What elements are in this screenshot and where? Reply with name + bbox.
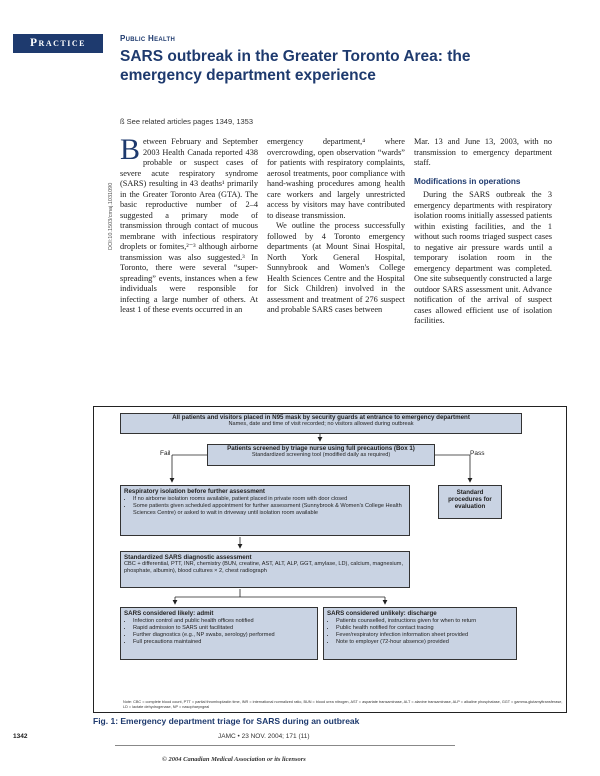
box-title: SARS considered unlikely: discharge: [327, 610, 437, 617]
list-item: • Some patients given scheduled appointment for further assessment (Sunnybrook & Women's College Health Sciences Centre) or asked to wait in driveway until isolation room available: [133, 503, 406, 517]
sars-unlikely-box: [323, 607, 517, 660]
figure-caption: Fig. 1: Emergency department triage for SARS during an outbreak: [93, 716, 360, 726]
body-paragraph: During the SARS outbreak the 3 emergency departments with respiratory isolation rooms initially assessed patients within existing facilities, and the 1 without such rooms triaged suspect cases to negative air pressure wards until a temporary isolation room in the emergency department was completed. One site subsequently constructed a large outdoor SARS assessment unit. Advance notification of the arrival of suspect cases allowed efficient use of isolation facilities.: [414, 190, 552, 325]
fail-label: Fail: [160, 450, 171, 457]
box-subtitle: Standardized screening tool (modified daily as required): [251, 452, 391, 458]
copyright: © 2004 Canadian Medical Association or its licensors: [162, 756, 306, 763]
box-title: Respiratory isolation before further assessment: [124, 488, 265, 495]
list-item: • Full precautions maintained: [133, 639, 314, 646]
list-item: • Infection control and public health offices notified: [133, 618, 314, 625]
list-item: • If no airborne isolation rooms available, patient placed in private room with door closed: [133, 496, 406, 503]
see-also-link[interactable]: ß See related articles pages 1349, 1353: [120, 117, 254, 126]
sars-likely-box: [120, 607, 318, 660]
triage-screen-box: [207, 444, 435, 466]
journal-citation: JAMC • 23 NOV. 2004; 171 (11): [218, 733, 310, 740]
box-title: Standard procedures for evaluation: [448, 489, 492, 510]
article-title: SARS outbreak in the Greater Toronto Area: the emergency department experience: [120, 48, 471, 84]
body-paragraph: Mar. 13 and June 13, 2003, with no transmission to emergency department staff.: [414, 137, 552, 167]
box-title: All patients and visitors placed in N95 mask by security guards at entrance to emergency department: [172, 414, 470, 421]
standard-procedures-box: [438, 485, 502, 519]
footer-rule: [115, 745, 455, 746]
respiratory-isolation-box: [120, 485, 410, 536]
list-item: • Rapid admission to SARS unit facilitated: [133, 625, 314, 632]
box-title: SARS considered likely: admit: [124, 610, 214, 617]
box-title: Patients screened by triage nurse using full precautions (Box 1): [227, 445, 415, 452]
drop-cap: B: [120, 133, 141, 166]
list-item: • Public health notified for contact tracing: [336, 625, 513, 632]
diagnostic-assessment-box: [120, 551, 410, 588]
figure-note: Note: CBC = complete blood count, PTT = partial thromboplastin time, INR = international normalized ratio, BUN = blood urea nitrogen, AST = aspartate transaminase, ALT = alanine transaminase, ALP = alkaline phosphatase, GGT = gamma-glutamyltransferase, LD = lactate dehydrogenase, NP = nasopharyngeal: [123, 700, 563, 709]
box-title: Standardized SARS diagnostic assessment: [124, 554, 252, 561]
section-label: Public Health: [120, 34, 176, 43]
body-paragraph: emergency department,⁴ where overcrowding, open observation “wards” for patients with respiratory complaints, aerosol treatments, poor compliance with hand-washing procedures among health care workers and largely unrestricted access by visitors may have contributed to disease transmission.: [267, 137, 405, 220]
subheading: Modifications in operations: [414, 176, 521, 186]
body-text: etween February and September 2003 Health Canada reported 438 probable or suspect cases of severe acute respiratory syndrome (SARS) resulting in 43 deaths¹ primarily in the Greater Toronto Area (GTA). The basic reproductive number of 2–4 suggested a primary mode of transmission through contact of mucous membrane with infectious respiratory droplets or fomites,²⁻³ although airborne transmission was also suggested.³ In Toronto, there were several “super-spreading” events, instances when a few individuals were responsible for infecting a large number of others. At least 1 of these events occurred in an: [120, 137, 258, 314]
list-item: • Patients counselled, instructions given for when to return: [336, 618, 513, 625]
list-item: • Fever/respiratory infection information sheet provided: [336, 632, 513, 639]
body-paragraph: We outline the process successfully followed by 4 Toronto emergency departments (at Mount Sinai Hospital, North York General Hospital, Sunnybrook and Women's College Health Sciences Centre and the Hospital for Sick Children) involved in the assessment and treatment of 276 suspect and probable SARS cases between: [267, 221, 405, 314]
doi-label: DOI:10.1503/cmaj.1031090: [108, 182, 114, 250]
list-item: • Further diagnostics (e.g., NP swabs, serology) performed: [133, 632, 314, 639]
list-item: • Note to employer (72-hour absence) provided: [336, 639, 513, 646]
page-number: 1342: [13, 733, 28, 740]
entrance-mask-box: [120, 413, 522, 434]
box-text: CBC + differential, PTT, INR, chemistry (BUN, creatine, AST, ALT, ALP, GGT, amylase, LD), calcium, magnesium, phosphate, albumin), blood cultures × 2, chest radiograph: [124, 561, 404, 574]
pass-label: Pass: [470, 450, 485, 457]
section-tag: Practice: [13, 34, 103, 53]
box-subtitle: Names, date and time of visit recorded; no visitors allowed during outbreak: [228, 421, 414, 427]
